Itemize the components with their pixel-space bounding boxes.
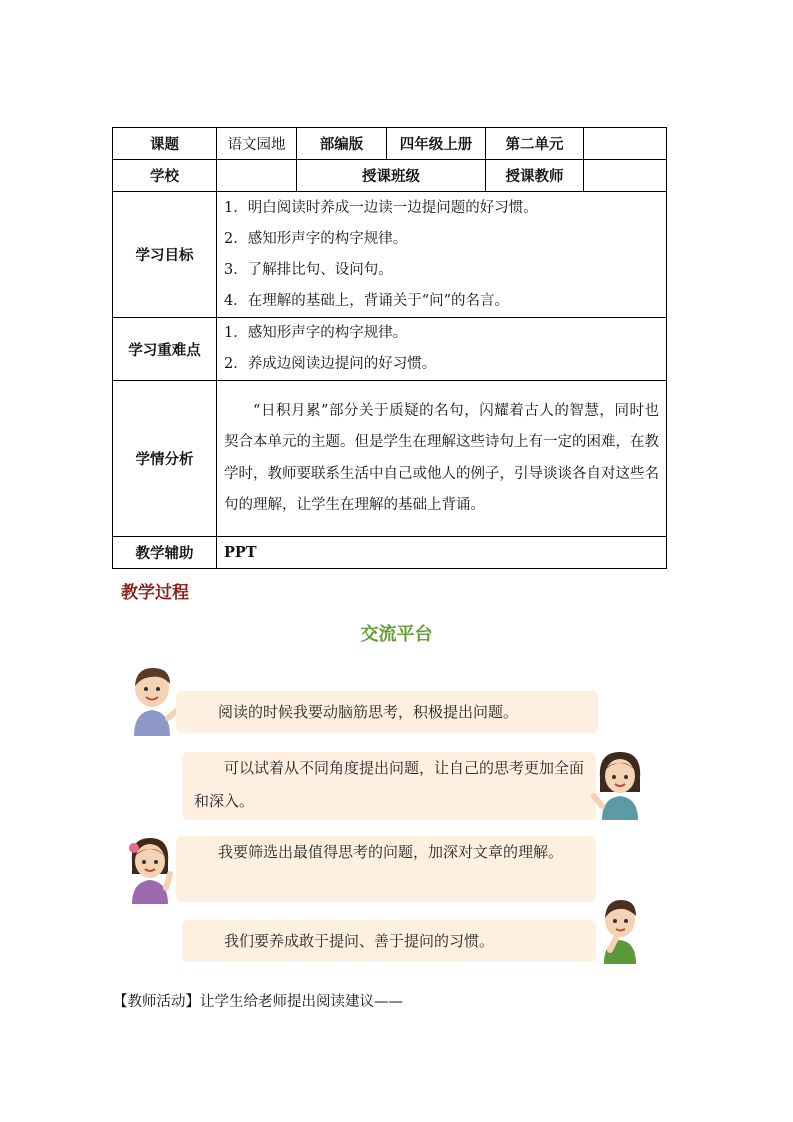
table-row	[113, 537, 667, 569]
key-points-label: 学习重难点	[113, 318, 217, 381]
teacher-activity-line: 【教师活动】让学生给老师提出阅读建议——	[113, 994, 403, 1010]
key-points-content	[217, 318, 667, 381]
lesson-info-table	[112, 127, 667, 569]
table-row	[113, 160, 667, 192]
school-value	[217, 160, 297, 192]
table-row	[113, 128, 667, 160]
girl-with-bow-avatar-icon	[122, 834, 180, 906]
aids-value: PPT	[217, 537, 667, 569]
dialogue-bubble: 阅读的时候我要动脑筋思考，积极提出问题。	[176, 691, 598, 733]
thinking-boy-avatar-icon	[596, 896, 642, 966]
empty-cell	[584, 128, 667, 160]
dialogue-bubble: 我要筛选出最值得思考的问题，加深对文章的理解。	[176, 836, 596, 902]
table-row	[113, 318, 667, 381]
key-point-item: 1．感知形声字的构字规律。	[224, 325, 408, 341]
edition-value: 部编版	[297, 128, 387, 160]
goals-label: 学习目标	[113, 192, 217, 318]
goal-item: 2．感知形声字的构字规律。	[224, 230, 408, 247]
class-label: 授课班级	[297, 160, 486, 192]
table-row	[113, 381, 667, 537]
analysis-label: 学情分析	[113, 381, 217, 537]
dialogue-bubble: 可以试着从不同角度提出问题，让自己的思考更加全面和深入。	[182, 752, 596, 820]
goals-content	[217, 192, 667, 318]
goal-item: 4．在理解的基础上，背诵关于“问”的名言。	[224, 292, 510, 309]
section-title: 教学过程	[121, 583, 189, 603]
girl-avatar-icon	[590, 748, 648, 822]
grade-value: 四年级上册	[387, 128, 486, 160]
dialogue-bubble: 我们要养成敢于提问、善于提问的习惯。	[182, 920, 596, 962]
goal-item: 3．了解排比句、设问句。	[224, 261, 393, 278]
school-label: 学校	[113, 160, 217, 192]
topic-label: 课题	[113, 128, 217, 160]
aids-label: 教学辅助	[113, 537, 217, 569]
analysis-content	[217, 381, 667, 537]
goal-item: 1．明白阅读时养成一边读一边提问题的好习惯。	[224, 199, 538, 216]
topic-value: 语文园地	[217, 128, 297, 160]
teacher-value	[584, 160, 667, 192]
table-row	[113, 192, 667, 318]
key-point-item: 2．养成边阅读边提问的好习惯。	[224, 356, 437, 372]
platform-title: 交流平台	[360, 624, 433, 645]
unit-value: 第二单元	[486, 128, 584, 160]
teacher-label: 授课教师	[486, 160, 584, 192]
analysis-text: “日积月累”部分关于质疑的名句，闪耀着古人的智慧，同时也契合本单元的主题。但是学生在理解这些诗句上有一定的困难，在教学时，教师要联系生活中自己或他人的例子，引导谈谈各自对这些名句的理解，让学生在理解的基础上背诵。	[224, 402, 659, 513]
